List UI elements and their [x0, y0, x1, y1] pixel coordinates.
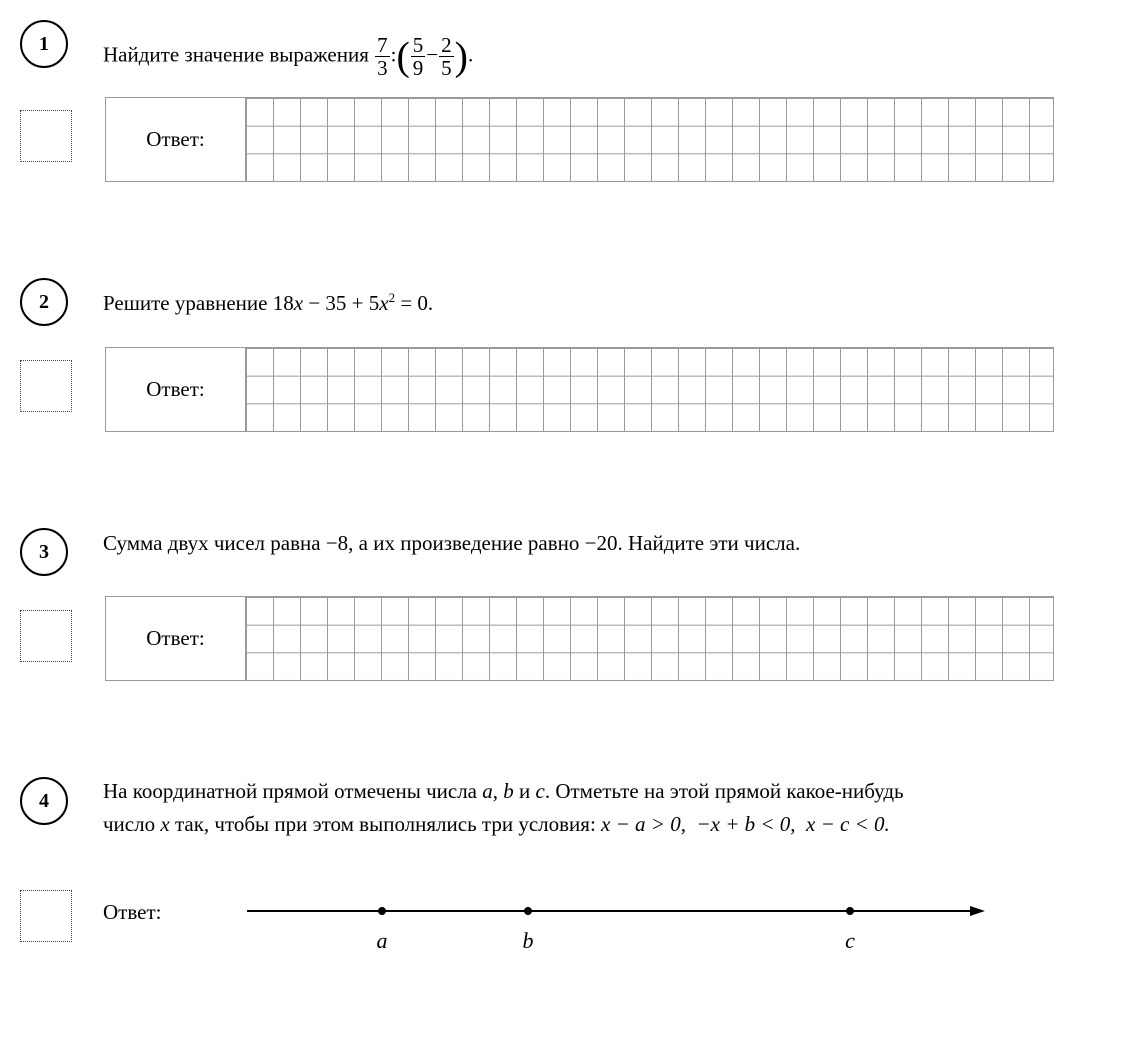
task-2-number: 2: [20, 278, 68, 326]
point-b: [524, 907, 532, 915]
fraction-5-9: $\frac{5}{9}$: [412, 33, 424, 80]
task-1-answer-box[interactable]: [105, 97, 1054, 182]
point-b-label: b: [522, 928, 534, 953]
point-a-label: a: [376, 928, 388, 953]
task-3-number: 3: [20, 528, 68, 576]
task-1-score-box[interactable]: [20, 110, 72, 162]
number-line[interactable]: [240, 890, 1000, 960]
task-2-answer-box[interactable]: [105, 347, 1054, 432]
task-4-line-1: На координатной прямой отмечены числа a, b и c. Отметьте на этой прямой какое-нибудь: [103, 779, 904, 803]
task-2-text: Решите уравнение $18x - 35 + 5x^2 = 0$.: [103, 290, 434, 315]
task-1-number: 1: [20, 20, 68, 68]
answer-grid[interactable]: [246, 597, 1053, 680]
task-1-text: Найдите значение выражения $\frac{7}{3}$ :( $\frac{5}{9}$ − $\frac{2}{5}$ ).: [103, 33, 474, 80]
minus-sign: −: [426, 42, 439, 67]
colon-sign: :: [390, 42, 397, 67]
answer-grid[interactable]: [246, 348, 1053, 431]
task-4-line-2: число x так, чтобы при этом выполнялись три условия: x − a > 0, −x + b < 0, x − c < 0.: [103, 812, 890, 836]
task-1-prefix: Найдите значение выражения: [103, 42, 369, 67]
answer-label: Ответ:: [103, 900, 162, 924]
task-4-score-box[interactable]: [20, 890, 72, 942]
answer-label: Ответ:: [106, 348, 246, 431]
task-4-number: 4: [20, 777, 68, 825]
task-3-score-box[interactable]: [20, 610, 72, 662]
task-4-text: [103, 775, 1063, 841]
point-a: [378, 907, 386, 915]
arrow-head-icon: [970, 906, 985, 916]
answer-label: Ответ:: [106, 597, 246, 680]
task-3-answer-box[interactable]: [105, 596, 1054, 681]
answer-grid[interactable]: [246, 98, 1053, 181]
task-2-score-box[interactable]: [20, 360, 72, 412]
fraction-2-5: $\frac{2}{5}$: [441, 33, 452, 80]
equation: $18x - 35 + 5x^2 = 0$.: [272, 290, 434, 315]
fraction-7-3: $\frac{7}{3}$: [377, 33, 388, 80]
task-3-text: Сумма двух чисел равна −8, а их произведение равно −20. Найдите эти числа.: [103, 531, 801, 555]
point-c-label: c: [845, 928, 855, 953]
answer-label: Ответ:: [106, 98, 246, 181]
point-c: [846, 907, 854, 915]
